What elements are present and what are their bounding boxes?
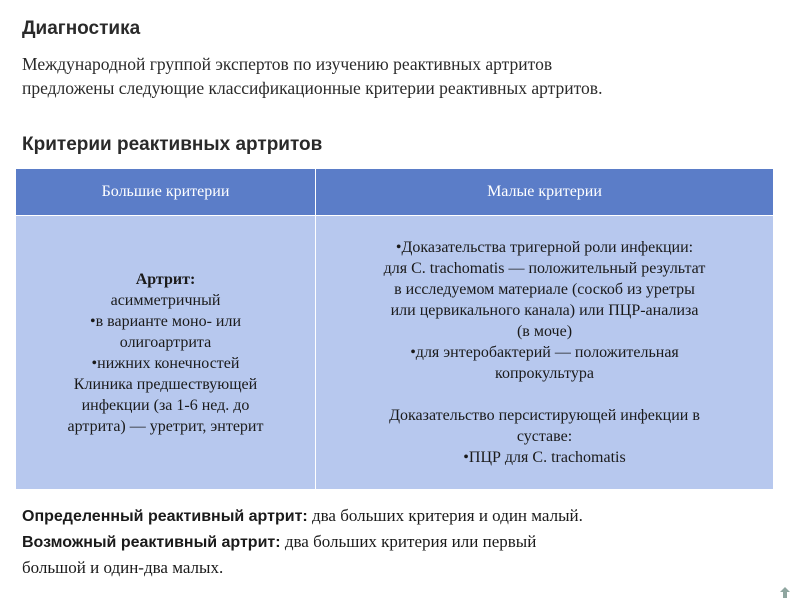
minor-line: •ПЦР для C. trachomatis	[463, 449, 626, 466]
minor-criteria-header: Малые критерии	[316, 169, 774, 216]
major-line: олигоартрита	[119, 333, 212, 351]
definitions	[22, 503, 782, 580]
major-line: •в варианте моно- или	[89, 312, 242, 330]
intro-line: Международной группой экспертов по изучению реактивных артритов	[22, 54, 553, 74]
possible-line-continued: большой и один-два малых.	[22, 558, 224, 577]
definite-label: Определенный реактивный артрит:	[22, 508, 308, 525]
minor-line: •для энтеробактерий — положительная	[410, 344, 679, 361]
major-title: Артрит:	[135, 270, 196, 288]
page-heading: Диагностика	[22, 18, 141, 39]
criteria-table	[15, 168, 774, 490]
navigation-icon[interactable]	[778, 586, 792, 600]
intro-line: предложены следующие классификационные критерии реактивных артритов.	[22, 78, 603, 98]
major-line: инфекции (за 1-6 нед. до	[81, 396, 250, 414]
minor-line: или цервикального канала) или ПЦР-анализа	[390, 302, 699, 319]
major-line: •нижних конечностей	[91, 354, 240, 372]
minor-line: (в моче)	[516, 323, 573, 340]
minor-line: •Доказательства тригерной роли инфекции:	[395, 239, 694, 256]
possible-line	[22, 529, 782, 555]
possible-text: два больших критерия или первый	[280, 532, 537, 551]
intro-text	[22, 52, 782, 100]
minor-line: Доказательство персистирующей инфекции в	[389, 407, 700, 424]
major-criteria-cell	[16, 216, 316, 490]
minor-line: копрокультура	[495, 365, 594, 382]
definite-text: два больших критерия и один малый.	[307, 506, 583, 525]
major-criteria-header: Большие критерии	[16, 169, 316, 216]
minor-line: суставе:	[516, 428, 573, 445]
table-header-row	[16, 169, 774, 216]
minor-line: в исследуемом материале (соскоб из уретры	[394, 281, 695, 298]
major-line: артрита) — уретрит, энтерит	[67, 417, 264, 435]
criteria-subheading: Критерии реактивных артритов	[22, 134, 323, 155]
major-line: асимметричный	[110, 291, 221, 309]
definite-line	[22, 503, 782, 529]
table-row	[16, 216, 774, 490]
major-line: Клиника предшествующей	[73, 375, 258, 393]
minor-criteria-cell	[316, 216, 774, 490]
minor-line: для C. trachomatis — положительный результат	[383, 260, 706, 277]
possible-label: Возможный реактивный артрит:	[22, 534, 281, 551]
